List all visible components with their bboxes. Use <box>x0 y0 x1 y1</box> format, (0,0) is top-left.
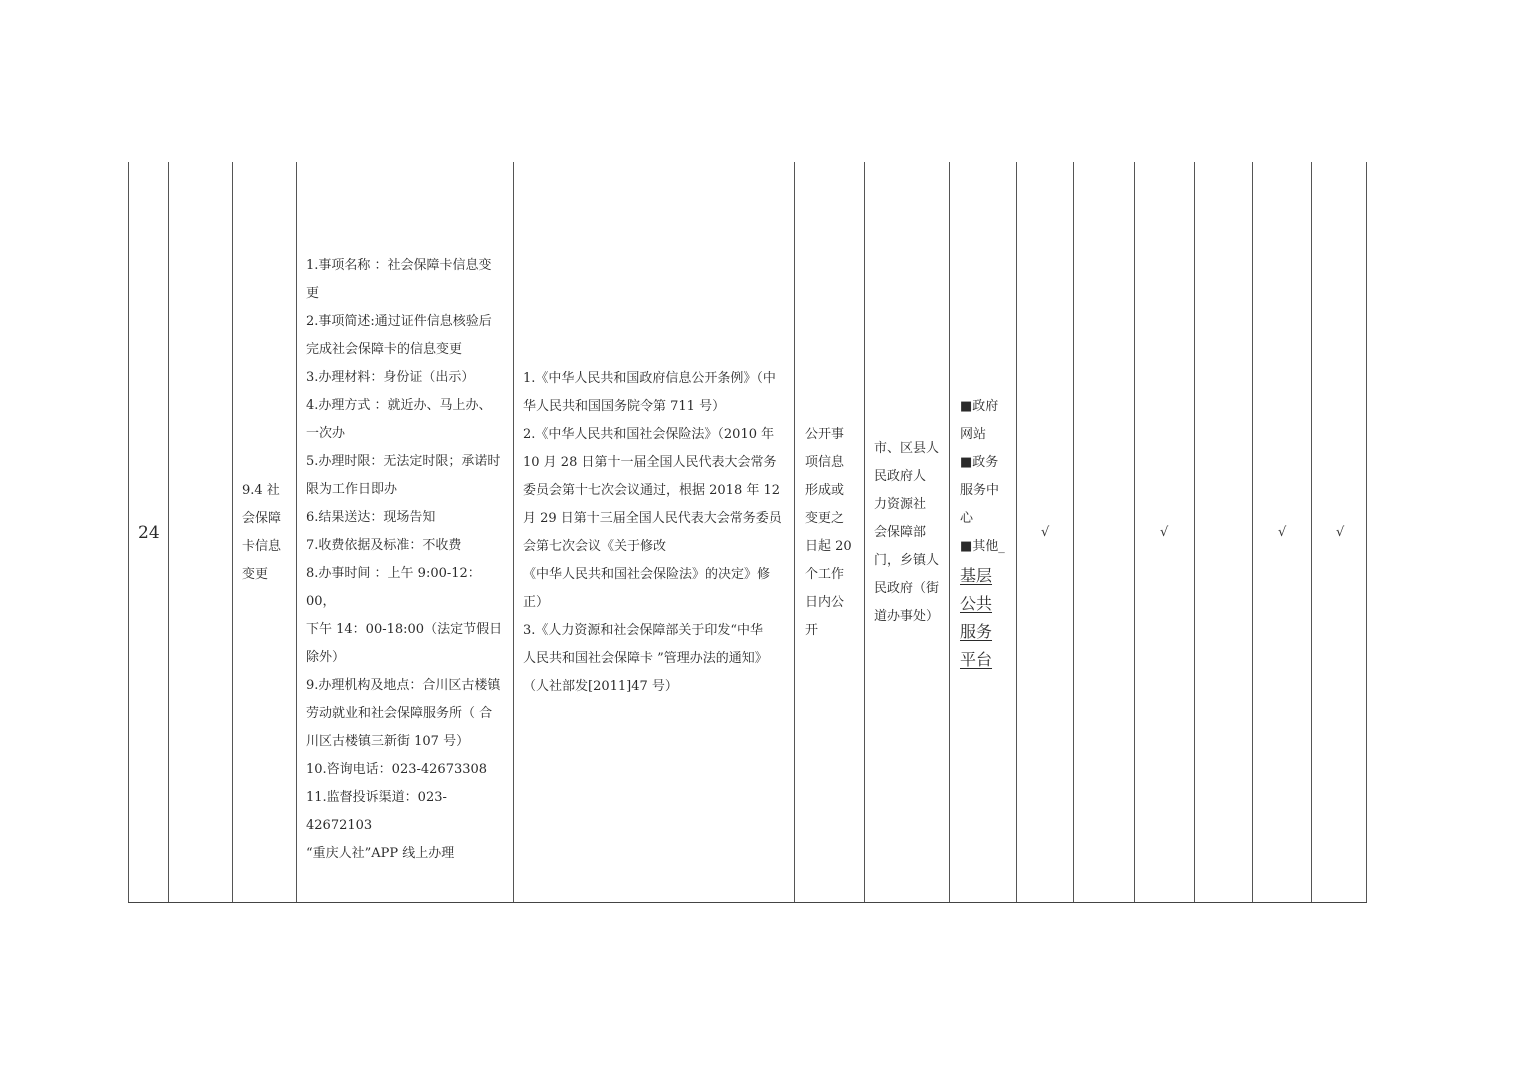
content-cell: 1.事项名称 ：社会保障卡信息变 更 2.事项简述:通过证件信息核验后 完成社会保障卡的信息变更 3.办理材料：身份证（出示） 4.办理方式 ：就近办、马上办、 一次办 5.办理时限：无法定时限；承诺时 限为工作日即办 6.结果送达：现场告知 7.收费依据及标准：不收费 8.办事时间 ：上午 9:00-12：00， 下午 14：00-18:00（法定节假日 除外） 9.办理机构及地点：合川区古楼镇 劳动就业和社会保障服务所（ 合 川区古楼镇三新街 107 号） 10.咨询电话：023-42673308 11.监督投诉渠道：023-42672103 “重庆人社”APP 线上办理 <box>306 258 503 861</box>
column-divider <box>1366 162 1367 903</box>
column-divider <box>513 162 514 903</box>
table-bottom-border <box>128 902 1367 903</box>
check-mark: √ <box>1041 525 1050 540</box>
column-divider <box>296 162 297 903</box>
channels-cell: ■政府 网站 ■政务 服务中 心 ■其他_ <box>960 399 1005 554</box>
check-mark: √ <box>1278 525 1287 540</box>
basis-cell: 1.《中华人民共和国政府信息公开条例》（中 华人民共和国国务院令第 711 号） 2.《中华人民共和国社会保险法》（2010 年 10 月 28 日第十一届全国人民代表大会常务 委员会第十七次会议通过，根据 2018 年 12 月 29 日第十三届全国人民代表大会常务委员 会第七次会议《关于修改 《中华人民共和国社会保险法》的决定》修 正） 3.《人力资源和社会保障部关于印发“中华 人民共和国社会保障卡 ”管理办法的通知》 （人社部发[2011]47 号） <box>523 371 782 694</box>
subject-cell: 市、区县人 民政府人 力资源社 会保障部 门，乡镇人 民政府（街 道办事处） <box>874 441 940 624</box>
time-limit-cell: 公开事 项信息 形成或 变更之 日起 20 个工作 日内公 开 <box>805 427 852 638</box>
item-name-cell: 9.4 社 会保障 卡信息 变更 <box>242 483 282 582</box>
channels-other-platform: 基层 公共 服务 平台 <box>960 566 993 669</box>
check-mark: √ <box>1160 525 1169 540</box>
column-divider <box>1194 162 1195 903</box>
check-mark: √ <box>1336 525 1345 540</box>
column-divider <box>1311 162 1312 903</box>
column-divider <box>794 162 795 903</box>
column-divider <box>1016 162 1017 903</box>
column-divider <box>1073 162 1074 903</box>
column-divider <box>1134 162 1135 903</box>
row-number: 24 <box>138 523 160 543</box>
column-divider <box>864 162 865 903</box>
column-divider <box>128 162 129 903</box>
column-divider <box>168 162 169 903</box>
column-divider <box>1252 162 1253 903</box>
column-divider <box>232 162 233 903</box>
